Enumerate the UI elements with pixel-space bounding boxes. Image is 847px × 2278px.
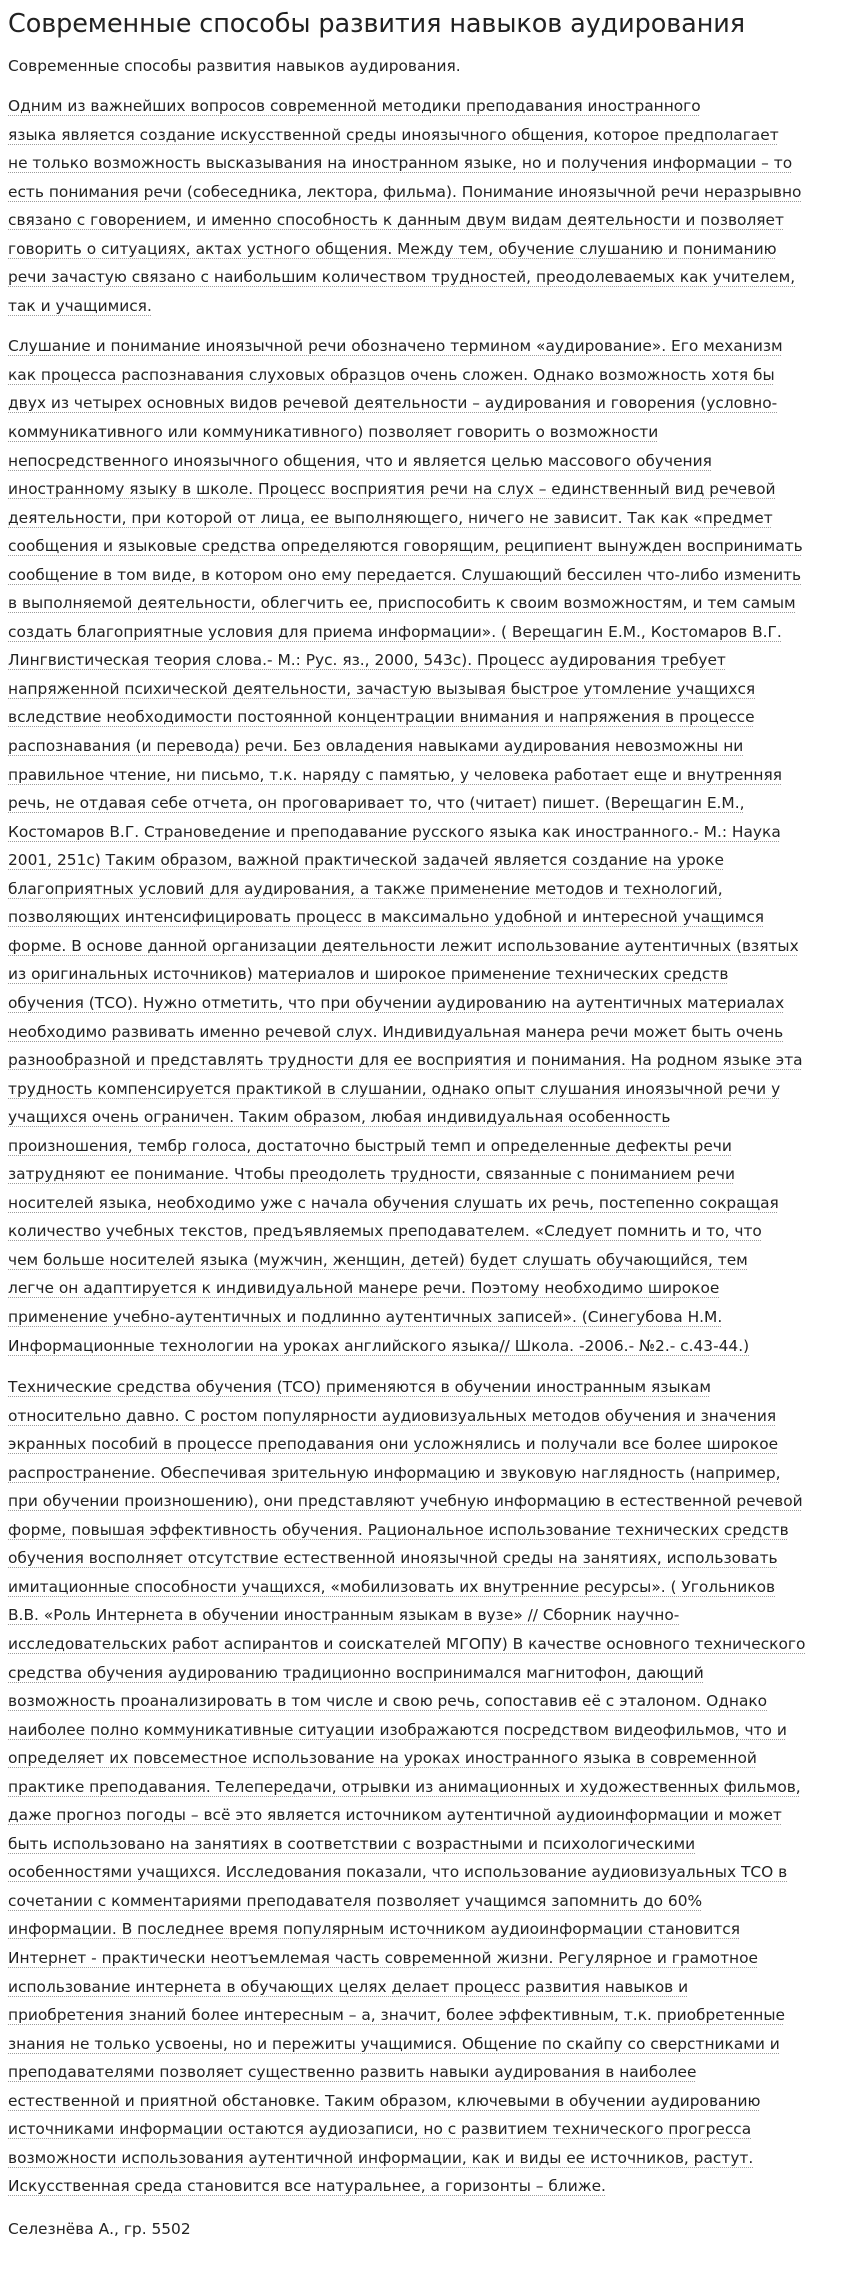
paragraph-line: не только возможность высказывания на иностранном языке, но и получения информации – то	[8, 154, 793, 173]
paragraph-line: связано с говорением, и именно способность к данным двум видам деятельности и позволяет	[8, 211, 784, 230]
paragraph-line: коммуникативного или коммуникативного) позволяет говорить о возможности	[8, 423, 659, 442]
paragraph-line: иностранному языку в школе. Процесс восприятия речи на слух – единственный вид речевой	[8, 480, 776, 499]
paragraph-line: Одним из важнейших вопросов современной методики преподавания иностранного	[8, 97, 701, 115]
paragraph-line: сочетании с комментариями преподавателя позволяет учащимся запомнить до 60%	[8, 1891, 703, 1910]
paragraph-line: применение учебно-аутентичных и подлинно аутентичных записей». (Синегубова Н.М.	[8, 1307, 723, 1326]
paragraph-line: носителей языка, необходимо уже с начала обучения слушать их речь, постепенно сокращая	[8, 1193, 779, 1212]
paragraph-intro	[8, 92, 839, 320]
paragraph-line: исследовательских работ аспирантов и соискателей МГОПУ) В качестве основного технического	[8, 1634, 806, 1653]
paragraph-line: возможность проанализировать в том числе и свою речь, сопоставив её с эталоном. Однако	[8, 1692, 768, 1711]
paragraph-line: языка является создание искусственной среды иноязычного общения, которое предполагает	[8, 125, 779, 144]
paragraph-line: как процесса распознавания слуховых образцов очень сложен. Однако возможность хотя бы	[8, 365, 775, 384]
paragraph-line: Лингвистическая теория слова.- М.: Рус. яз., 2000, 543с). Процесс аудирования требует	[8, 651, 726, 670]
paragraph-line: правильное чтение, ни письмо, т.к. наряду с памятью, у человека работает еще и внутренняя	[8, 765, 783, 784]
document-subtitle: Современные способы развития навыков аудирования.	[8, 57, 461, 75]
paragraph-line: благоприятных условий для аудирования, а также применение методов и технологий,	[8, 879, 723, 898]
paragraph-line: из оригинальных источников) материалов и широкое применение технических средств	[8, 965, 729, 984]
paragraph-line: естественной и приятной обстановке. Таким образом, ключевыми в обучении аудированию	[8, 2091, 761, 2110]
paragraph-line: необходимо развивать именно речевой слух. Индивидуальная манера речи может быть очень	[8, 1022, 784, 1041]
paragraph-line: сообщения и языковые средства определяются говорящим, реципиент вынужден воспринимать	[8, 537, 803, 556]
paragraph-line: обучения (ТСО). Нужно отметить, что при обучении аудированию на аутентичных материалах	[8, 993, 785, 1012]
paragraph-line: приобретения знаний более интересным – а, значит, более эффективным, т.к. приобретенные	[8, 2006, 785, 2025]
paragraph-line: распознавания (и перевода) речи. Без овладения навыками аудирования невозможны ни	[8, 737, 744, 756]
paragraph-line: средства обучения аудированию традиционно воспринимался магнитофон, дающий	[8, 1663, 704, 1682]
paragraph-line: вследствие необходимости постоянной концентрации внимания и напряжения в процессе	[8, 708, 755, 727]
paragraph-line: В.В. «Роль Интернета в обучении иностранным языкам в вузе» // Сборник научно-	[8, 1606, 680, 1625]
paragraph-line: чем больше носителей языка (мужчин, женщин, детей) будет слушать обучающийся, тем	[8, 1250, 748, 1269]
paragraph-line: знания не только усвоены, но и пережиты учащимися. Общение по скайпу со сверстниками и	[8, 2034, 780, 2053]
paragraph-line: 2001, 251с) Таким образом, важной практической задачей является создание на уроке	[8, 851, 724, 870]
paragraph-line: информации. В последнее время популярным источником аудиоинформации становится	[8, 1920, 740, 1939]
author-signature: Селезнёва А., гр. 5502	[8, 2219, 191, 2238]
paragraph-line: речи зачастую связано с наибольшим количеством трудностей, преодолеваемых как учителем,	[8, 268, 796, 287]
paragraph-line: Технические средства обучения (ТСО) применяются в обучении иностранным языкам	[8, 1378, 711, 1397]
paragraph-line: наиболее полно коммуникативные ситуации изображаются посредством видеофильмов, что и	[8, 1720, 787, 1739]
paragraph-line: особенностями учащихся. Исследования показали, что использование аудиовизуальных ТСО в	[8, 1863, 788, 1882]
paragraph-line: имитационные способности учащихся, «мобилизовать их внутренние ресурсы». ( Угольников	[8, 1577, 776, 1596]
paragraph-line: учащихся очень ограничен. Таким образом, любая индивидуальная особенность	[8, 1108, 671, 1127]
paragraph-line: затрудняют ее понимание. Чтобы преодолеть трудности, связанные с пониманием речи	[8, 1165, 735, 1184]
paragraph-line: так и учащимися.	[8, 296, 152, 315]
paragraph-line: позволяющих интенсифицировать процесс в максимально удобной и интересной учащимся	[8, 908, 765, 927]
paragraph-line: создать благоприятные условия для приема информации». ( Верещагин Е.М., Костомаров В.Г.	[8, 622, 782, 641]
paragraph-line: трудность компенсируется практикой в слушании, однако опыт слушания иноязычной речи у	[8, 1079, 781, 1098]
paragraph-line: двух из четырех основных видов речевой деятельности – аудирования и говорения (условно-	[8, 394, 778, 413]
paragraph-line: Искусственная среда становится все натуральнее, а горизонты – ближе.	[8, 2177, 606, 2196]
paragraph-line: речь, не отдавая себе отчета, он проговаривает то, что (читает) пишет. (Верещагин Е.М.,	[8, 794, 745, 813]
paragraph-line: даже прогноз погоды – всё это является источником аутентичной аудиоинформации и может	[8, 1806, 782, 1825]
paragraph-line: в выполняемой деятельности, облегчить ее, приспособить к своим возможностям, и тем самым	[8, 594, 796, 613]
paragraph-line: произношения, тембр голоса, достаточно быстрый темп и определенные дефекты речи	[8, 1136, 732, 1155]
paragraph-line: форме. В основе данной организации деятельности лежит использование аутентичных (взятых	[8, 936, 799, 955]
paragraph-line: Информационные технологии на уроках английского языка// Школа. -2006.- №2.- с.43-44.)	[8, 1336, 750, 1355]
paragraph-listening-mechanism	[8, 332, 839, 1360]
paragraph-line: при обучении произношению), они представляют учебную информацию в естественной речевой	[8, 1492, 803, 1511]
paragraph-technical-means	[8, 1373, 839, 2201]
paragraph-line: деятельности, при которой от лица, ее выполняющего, ничего не зависит. Так как «предмет	[8, 508, 773, 527]
paragraph-line: говорить о ситуациях, актах устного общения. Между тем, обучение слушанию и пониманию	[8, 239, 777, 258]
paragraph-line: форме, повышая эффективность обучения. Рациональное использование технических средств	[8, 1520, 789, 1539]
paragraph-line: Интернет - практически неотъемлемая часть современной жизни. Регулярное и грамотное	[8, 1949, 759, 1967]
paragraph-line: количество учебных текстов, предъявляемых преподавателем. «Следует помнить и то, что	[8, 1222, 762, 1241]
paragraph-line: использование интернета в обучающих целях делает процесс развития навыков и	[8, 1977, 689, 1996]
paragraph-line: есть понимания речи (собеседника, лектора, фильма). Понимание иноязычной речи неразрывно	[8, 182, 802, 201]
paragraph-line: обучения восполняет отсутствие естественной иноязычной среды на занятиях, использовать	[8, 1549, 778, 1568]
paragraph-line: источниками информации остаются аудиозаписи, но с развитием технического прогресса	[8, 2120, 752, 2139]
paragraph-line: возможности использования аутентичной информации, как и виды ее источников, растут.	[8, 2148, 754, 2167]
paragraph-line: практике преподавания. Телепередачи, отрывки из анимационных и художественных фильмов,	[8, 1777, 801, 1796]
paragraph-line: Костомаров В.Г. Страноведение и преподавание русского языка как иностранного.- М.: Наука	[8, 822, 781, 841]
paragraph-line: определяет их повсеместное использование на уроках иностранного языка в современной	[8, 1749, 757, 1768]
paragraph-line: относительно давно. С ростом популярности аудиовизуальных методов обучения и значения	[8, 1406, 777, 1425]
paragraph-line: распространение. Обеспечивая зрительную информацию и звуковую наглядность (например,	[8, 1463, 781, 1482]
paragraph-line: быть использовано на занятиях в соответствии с возрастными и психологическими	[8, 1834, 696, 1853]
paragraph-line: легче он адаптируется к индивидуальной манере речи. Поэтому необходимо широкое	[8, 1279, 720, 1298]
paragraph-line: сообщение в том виде, в котором оно ему передается. Слушающий бессилен что-либо изменить	[8, 565, 802, 584]
paragraph-line: экранных пособий в процессе преподавания они усложнялись и получали все более широкое	[8, 1435, 779, 1454]
paragraph-line: преподавателями позволяет существенно развить навыки аудирования в наиболее	[8, 2063, 697, 2082]
paragraph-line: непосредственного иноязычного общения, что и является целью массового обучения	[8, 451, 712, 470]
paragraph-line: Слушание и понимание иноязычной речи обозначено термином «аудирование». Его механизм	[8, 337, 783, 356]
page-title: Современные способы развития навыков аудирования	[8, 9, 745, 39]
paragraph-line: разнообразной и представлять трудности для ее восприятия и понимания. На родном языке эта	[8, 1051, 803, 1070]
paragraph-line: напряженной психической деятельности, зачастую вызывая быстрое утомление учащихся	[8, 679, 756, 698]
